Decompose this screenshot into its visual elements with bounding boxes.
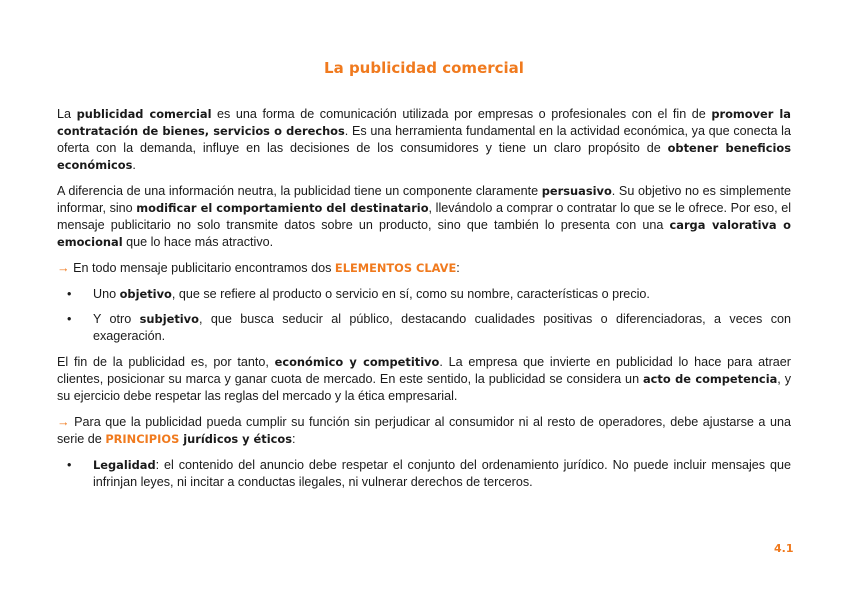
text: , llevándolo a comprar o contratar lo que se le ofrece. Por eso, el mensaje publicitario no solo transmite datos sobre un producto, sino que también lo presenta con una: [57, 201, 792, 232]
arrow-icon: →: [57, 261, 70, 275]
bold-text: persuasivo: [541, 184, 612, 198]
list-item: [57, 457, 791, 491]
bold-text: obtener beneficios económicos: [57, 141, 791, 172]
paragraph-purpose: [57, 354, 791, 405]
text: , y su ejercicio debe respetar las reglas del mercado y la ética empresarial.: [57, 372, 791, 403]
page-number: 4.1: [774, 542, 794, 555]
bold-text: jurídicos y éticos: [179, 432, 292, 446]
bold-text: económico y competitivo: [274, 355, 440, 369]
text: La: [57, 107, 77, 121]
bold-text: modificar el comportamiento del destinatario: [136, 201, 429, 215]
text: Para que la publicidad pueda cumplir su función sin perjudicar al consumidor ni al resto de operadores, debe ajustarse a una serie de: [57, 415, 791, 446]
list-item: [57, 311, 791, 345]
paragraph-intro: [57, 106, 791, 174]
bullet-icon: •: [67, 312, 72, 326]
page-title: La publicidad comercial: [324, 59, 524, 77]
bold-text: acto de competencia: [642, 372, 778, 386]
principles-list: [57, 457, 791, 491]
text: , que se refiere al producto o servicio en sí, como su nombre, características o precio.: [171, 287, 650, 301]
text: El fin de la publicidad es, por tanto,: [57, 355, 275, 369]
text: En todo mensaje publicitario encontramos dos: [69, 261, 335, 275]
bold-text: publicidad comercial: [76, 107, 212, 121]
document-body: [57, 106, 791, 500]
text: .: [132, 158, 136, 172]
text: . La empresa que invierte en publicidad lo hace para atraer clientes, posicionar su marca y ganar cuota de mercado. En este sentido, la publicidad se considera un: [57, 355, 791, 386]
bold-text: carga valorativa o emocional: [57, 218, 792, 249]
accent-text: ELEMENTOS CLAVE: [334, 261, 457, 275]
text: : el contenido del anuncio debe respetar el conjunto del ordenamiento jurídico. No puede incluir mensajes que infrinjan leyes, ni incitar a conductas ilegales, ni vulnerar derechos de terceros.: [93, 458, 791, 489]
text: Uno: [93, 287, 120, 301]
bold-text: subjetivo: [139, 312, 199, 326]
text: :: [292, 432, 296, 446]
text: . Su objetivo no es simplemente informar, sino: [57, 184, 791, 215]
text: , que busca seducir al público, destacando cualidades positivas o diferenciadoras, a veces con exageración.: [93, 312, 792, 343]
list-item: [57, 286, 791, 303]
paragraph-key-elements: [57, 260, 791, 277]
accent-text: PRINCIPIOS: [105, 432, 180, 446]
text: Y otro: [93, 312, 140, 326]
key-elements-list: [57, 286, 791, 345]
bullet-icon: •: [67, 287, 72, 301]
text: es una forma de comunicación utilizada por empresas o profesionales con el fin de: [211, 107, 712, 121]
text: que lo hace más atractivo.: [122, 235, 274, 249]
bold-text: promover la contratación de bienes, servicios o derechos: [57, 107, 791, 138]
paragraph-persuasion: [57, 183, 791, 251]
bold-text: Legalidad: [93, 458, 156, 472]
text: A diferencia de una información neutra, la publicidad tiene un componente claramente: [57, 184, 542, 198]
text: :: [456, 261, 460, 275]
text: . Es una herramienta fundamental en la actividad económica, ya que conecta la oferta con la demanda, influye en las decisiones de los consumidores y tiene un claro propósito de: [57, 124, 791, 155]
paragraph-principles: [57, 414, 791, 448]
bullet-icon: •: [67, 458, 72, 472]
bold-text: objetivo: [119, 287, 172, 301]
arrow-icon: →: [57, 415, 70, 429]
